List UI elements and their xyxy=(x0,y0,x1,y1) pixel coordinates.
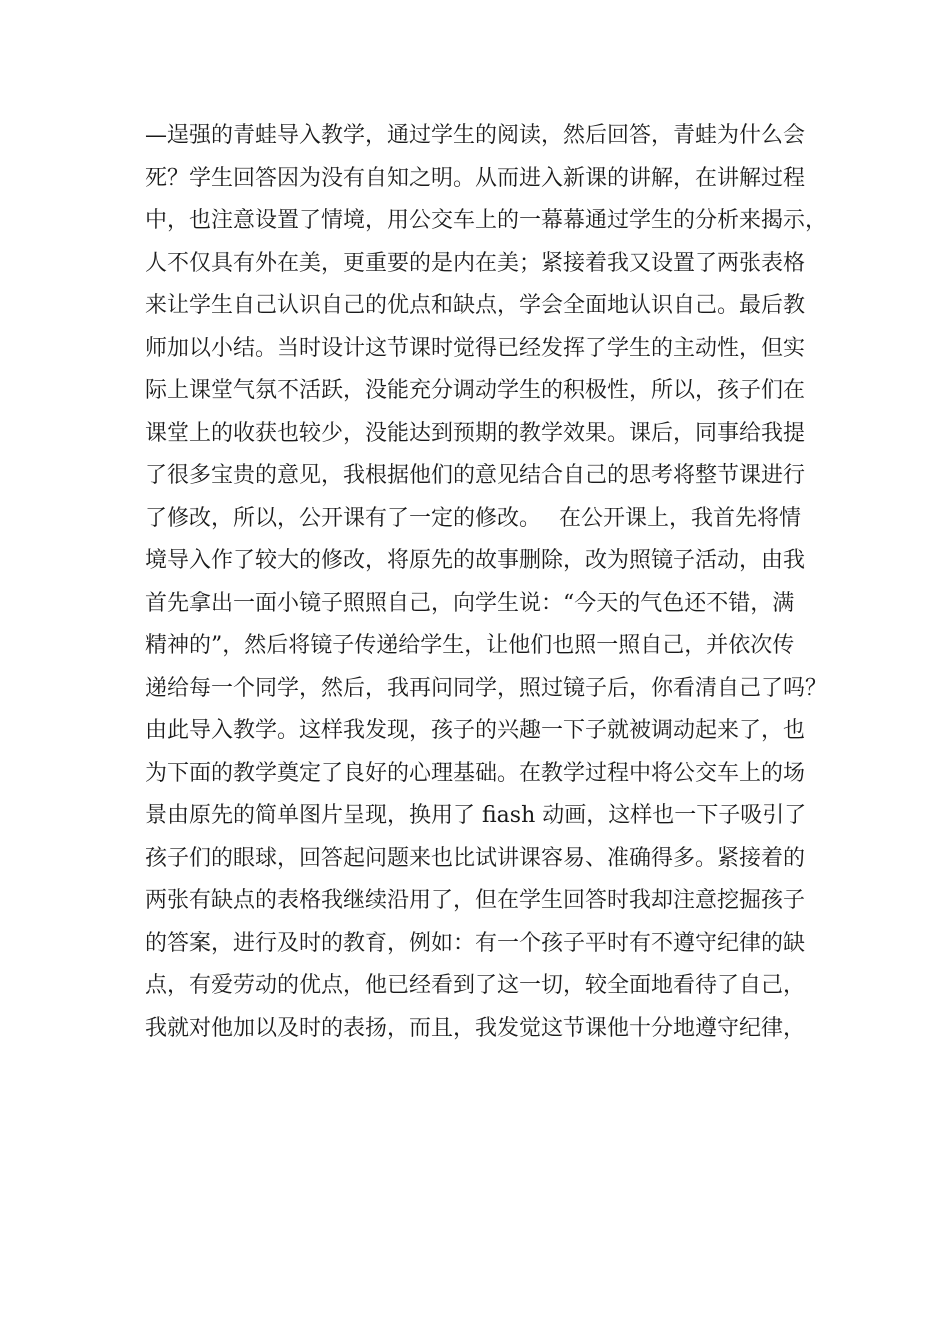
text-line-10: 了修改，所以，公开课有了一定的修改。 在公开课上，我首先将情 xyxy=(145,505,801,531)
text-line-13: 精神的”，然后将镜子传递给学生，让他们也照一照自己，并依次传 xyxy=(145,633,795,658)
text-line-1: —逞强的青蛙导入教学，通过学生的阅读，然后回答，青蛙为什么会 xyxy=(145,123,806,148)
text-line-22: 我就对他加以及时的表扬，而且，我发觉这节课他十分地遵守纪律， xyxy=(145,1015,806,1041)
text-line-20: 的答案，进行及时的教育，例如：有一个孩子平时有不遵守纪律的缺 xyxy=(145,930,806,956)
text-line-9: 了很多宝贵的意见，我根据他们的意见结合自己的思考将整节课进行 xyxy=(145,463,806,488)
text-line-7: 际上课堂气氛不活跃，没能充分调动学生的积极性，所以，孩子们在 xyxy=(145,378,806,403)
text-line-12: 首先拿出一面小镜子照照自己，向学生说：“今天的气色还不错，满 xyxy=(145,590,795,616)
text-line-6: 师加以小结。当时设计这节课时觉得已经发挥了学生的主动性，但实 xyxy=(145,335,806,361)
text-line-14: 递给每一个同学，然后，我再问同学，照过镜子后，你看清自己了吗？ xyxy=(145,675,828,701)
text-line-11: 境导入作了较大的修改，将原先的故事删除，改为照镜子活动，由我 xyxy=(145,548,806,573)
text-line-16: 为下面的教学奠定了良好的心理基础。在教学过程中将公交车上的场 xyxy=(145,760,806,786)
text-line-5: 来让学生自己认识自己的优点和缺点，学会全面地认识自己。最后教 xyxy=(145,293,806,318)
text-line-8: 课堂上的收获也较少，没能达到预期的教学效果。课后，同事给我提 xyxy=(145,420,806,446)
text-line-19: 两张有缺点的表格我继续沿用了，但在学生回答时我却注意挖掘孩子 xyxy=(145,888,806,913)
text-line-21: 点，有爱劳动的优点，他已经看到了这一切，较全面地看待了自己， xyxy=(145,973,806,998)
body-text xyxy=(145,115,828,1050)
text-line-15: 由此导入教学。这样我发现，孩子的兴趣一下子就被调动起来了，也 xyxy=(145,718,806,743)
text-line-4: 人不仅具有外在美，更重要的是内在美；紧接着我又设置了两张表格 xyxy=(145,250,806,276)
text-line-3: 中，也注意设置了情境，用公交车上的一幕幕通过学生的分析来揭示， xyxy=(145,208,828,233)
text-line-17: 景由原先的简单图片呈现，换用了 fiash 动画，这样也一下子吸引了 xyxy=(145,803,807,828)
text-line-2: 死？学生回答因为没有自知之明。从而进入新课的讲解，在讲解过程 xyxy=(145,165,806,191)
text-line-18: 孩子们的眼球，回答起问题来也比试讲课容易、准确得多。紧接着的 xyxy=(145,845,806,871)
